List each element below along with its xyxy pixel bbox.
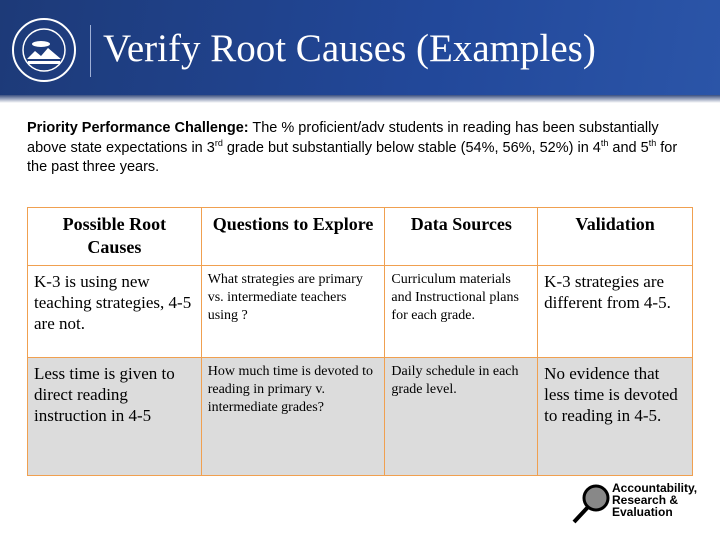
cell-root-cause: Less time is given to direct reading instruction in 4-5 — [28, 358, 202, 476]
table-row — [28, 358, 693, 476]
dps-seal-logo — [11, 17, 77, 83]
logo-line: Accountability, — [612, 481, 698, 495]
page-title: Verify Root Causes (Examples) — [103, 27, 596, 70]
cell-data-source: Curriculum materials and Instructional plans for each grade. — [385, 266, 538, 358]
sup: th — [600, 137, 609, 148]
header-banner — [0, 0, 720, 95]
priority-challenge-text — [27, 119, 697, 178]
intro-text: and 5 — [608, 139, 649, 156]
sup: rd — [214, 137, 223, 148]
header-divider — [90, 25, 91, 77]
table-row — [28, 266, 693, 358]
cell-root-cause: K-3 is using new teaching strategies, 4-5 are not. — [28, 266, 202, 358]
challenge-label: Priority Performance Challenge: — [27, 120, 249, 136]
intro-text: grade but substantially below stable (54%, 56%, 52%) in 4 — [222, 139, 601, 156]
logo-line: Evaluation — [612, 505, 673, 519]
logo-line: Research & — [612, 493, 679, 507]
col-header: Questions to Explore — [201, 208, 385, 266]
are-logo-text — [612, 482, 697, 518]
col-header: Possible Root Causes — [28, 208, 202, 266]
sup: th — [648, 137, 657, 148]
cell-validation: No evidence that less time is devoted to reading in 4-5. — [538, 358, 693, 476]
intro-text: The % proficient/adv students in reading has been substantially above state expectations in 3 — [27, 120, 659, 156]
cell-validation: K-3 strategies are different from 4-5. — [538, 266, 693, 358]
col-header: Data Sources — [385, 208, 538, 266]
table-header-row — [28, 208, 693, 266]
root-causes-table — [27, 207, 693, 476]
intro-text: for the past three years. — [27, 139, 678, 175]
cell-data-source: Daily schedule in each grade level. — [385, 358, 538, 476]
cell-question: What strategies are primary vs. intermediate teachers using ? — [201, 266, 385, 358]
col-header: Validation — [538, 208, 693, 266]
cell-question: How much time is devoted to reading in primary v. intermediate grades? — [201, 358, 385, 476]
